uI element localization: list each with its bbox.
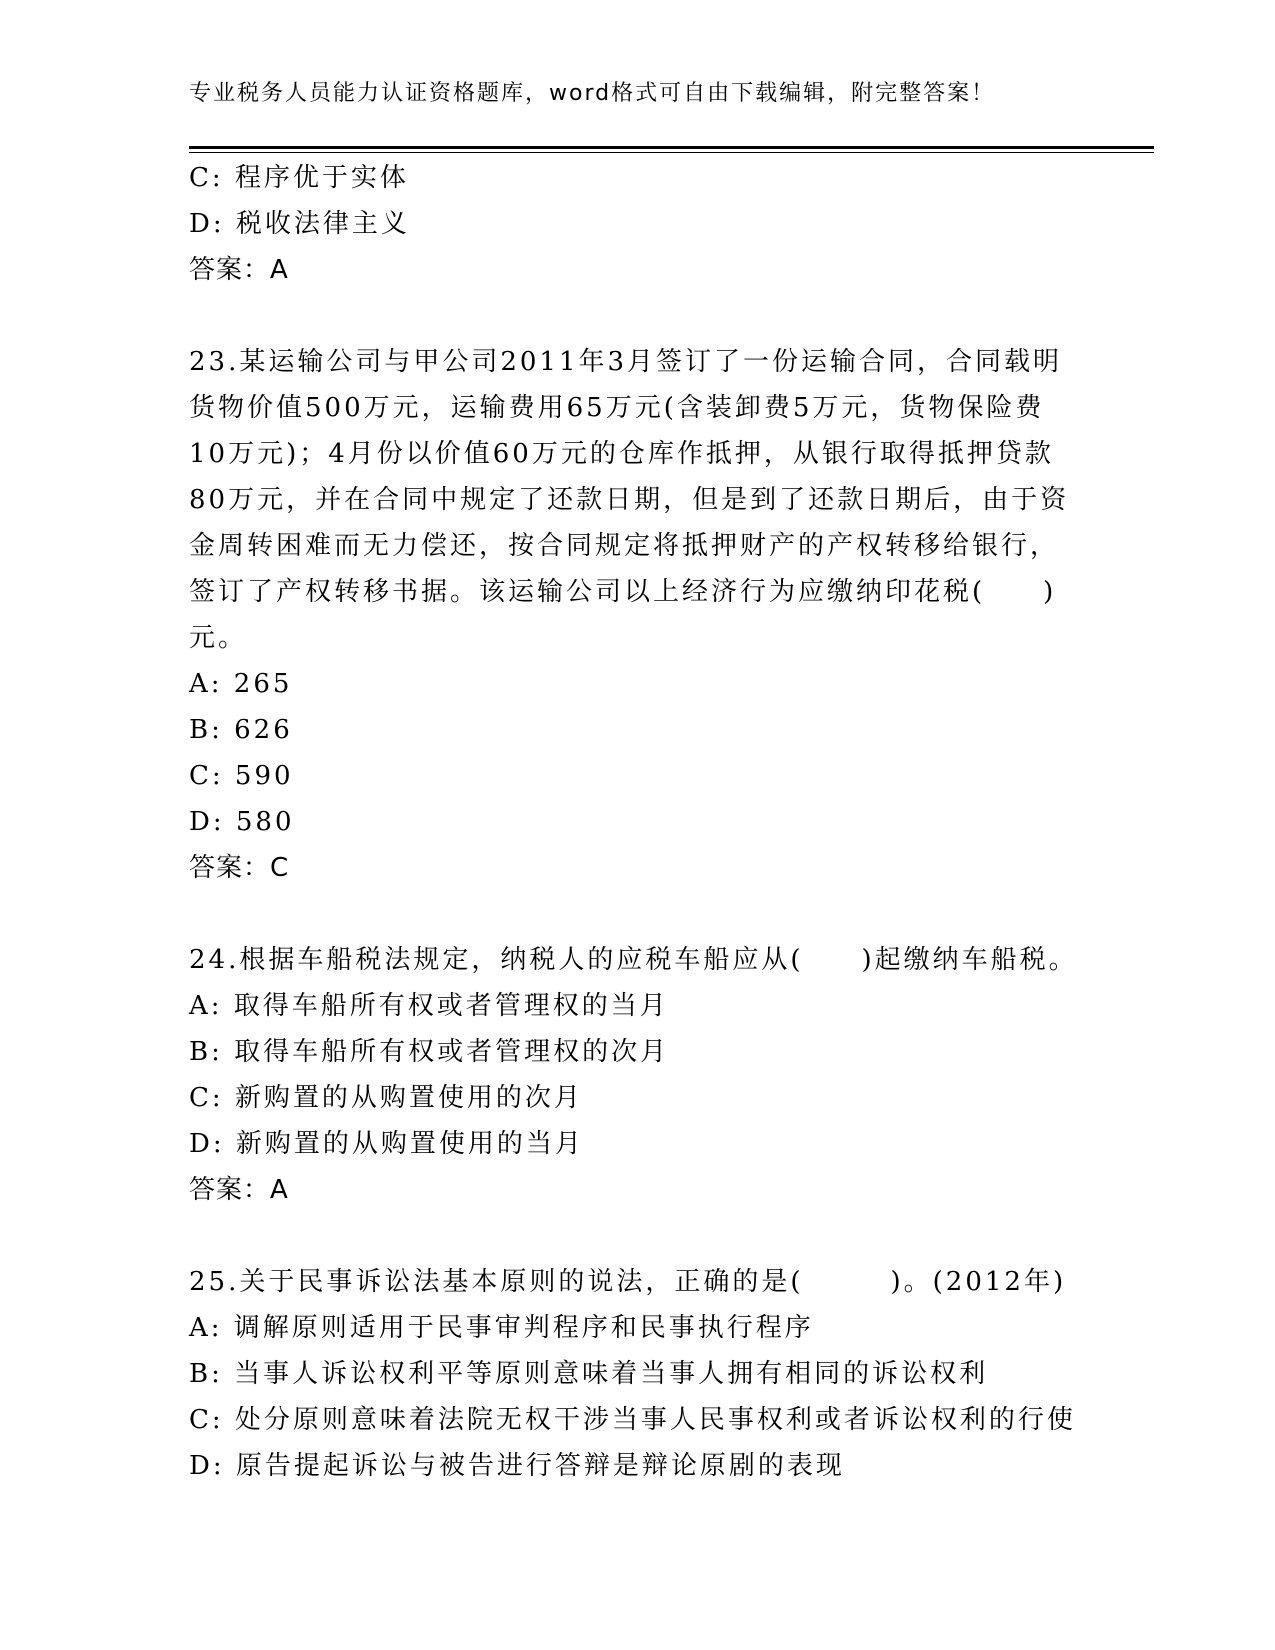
question-text-line: 24.根据车船税法规定，纳税人的应税车船应从( )起缴纳车船税。 <box>189 945 1078 975</box>
option-a: A: 取得车船所有权或者管理权的当月 <box>189 991 669 1021</box>
page-header: 专业税务人员能力认证资格题库，word格式可自由下载编辑，附完整答案！ <box>189 81 996 106</box>
question-text-line: 签订了产权转移书据。该运输公司以上经济行为应缴纳印花税( ) <box>189 577 1057 607</box>
question-text-line: 元。 <box>189 623 248 653</box>
option-a: A: 265 <box>189 669 293 699</box>
option-c: C: 程序优于实体 <box>189 163 409 193</box>
option-d: D: 580 <box>189 807 295 837</box>
question-text-line: 10万元)；4月份以价值60万元的仓库作抵押，从银行取得抵押贷款 <box>189 439 1054 469</box>
answer-line: 答案：A <box>189 1175 289 1205</box>
option-d: D: 税收法律主义 <box>189 209 410 239</box>
spacer <box>189 293 1089 339</box>
option-a: A: 调解原则适用于民事审判程序和民事执行程序 <box>189 1313 814 1343</box>
answer-line: 答案：A <box>189 255 289 285</box>
answer-line: 答案：C <box>189 853 290 883</box>
question-text-line: 货物价值500万元，运输费用65万元(含装卸费5万元，货物保险费 <box>189 393 1045 423</box>
option-b: B: 取得车船所有权或者管理权的次月 <box>189 1037 670 1067</box>
header-rule-thin <box>189 152 1154 153</box>
question-text-line: 23.某运输公司与甲公司2011年3月签订了一份运输合同，合同载明 <box>189 347 1063 377</box>
document-body <box>189 155 1089 1489</box>
previous-question-tail <box>189 155 1089 293</box>
question-23 <box>189 339 1089 891</box>
option-d: D: 新购置的从购置使用的当月 <box>189 1129 584 1159</box>
option-c: C: 590 <box>189 761 294 791</box>
option-b: B: 626 <box>189 715 293 745</box>
header-rule-thick <box>189 146 1154 149</box>
question-24 <box>189 937 1089 1213</box>
option-b: B: 当事人诉讼权利平等原则意味着当事人拥有相同的诉讼权利 <box>189 1359 989 1389</box>
question-text-line: 25.关于民事诉讼法基本原则的说法，正确的是( )。(2012年) <box>189 1267 1067 1297</box>
spacer <box>189 891 1089 937</box>
option-d: D: 原告提起诉讼与被告进行答辩是辩论原剧的表现 <box>189 1451 845 1481</box>
question-text-line: 金周转困难而无力偿还，按合同规定将抵押财产的产权转移给银行， <box>189 531 1060 561</box>
option-c: C: 处分原则意味着法院无权干涉当事人民事权利或者诉讼权利的行使 <box>189 1405 1076 1435</box>
question-25 <box>189 1259 1089 1489</box>
question-text-line: 80万元，并在合同中规定了还款日期，但是到了还款日期后，由于资 <box>189 485 1070 515</box>
option-c: C: 新购置的从购置使用的次月 <box>189 1083 583 1113</box>
spacer <box>189 1213 1089 1259</box>
